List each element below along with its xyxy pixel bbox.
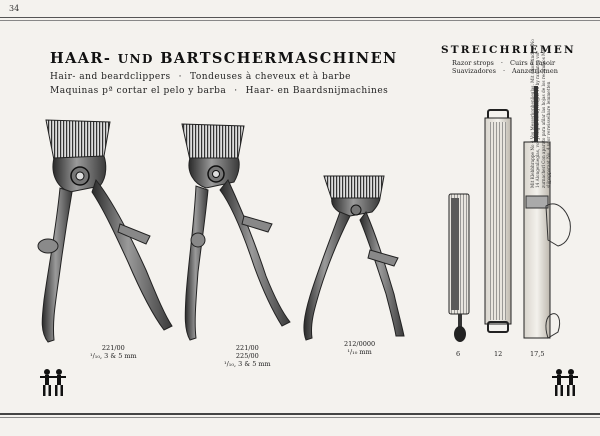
strop-3-description: Mit Klebbhrappe No 4 Vos Messerkonhenlieglas. Mit Aitoroundem No 14 Alongenlieglas, vor Jrongen Seenyvielgrn 16 by ramoneg vol zurnacherl Con aparato para afilar las hojas de los recambios Met slijpapparaat No. 4 voor verwisselbare lemmetten bbox=[530, 39, 552, 188]
clipper-1-label: 221/00 ¹/₁₀, 3 & 5 mm bbox=[90, 344, 137, 360]
strops-title: STREICHRIEMEN bbox=[441, 44, 576, 56]
subtitle-line-2: Maquinas pª cortar el pelo y barba · Haar- en Baardsnijmachines bbox=[50, 86, 389, 96]
strops-sub-2: Suavizadores · Aanzetriemen bbox=[452, 67, 558, 75]
bottom-rule-thin bbox=[0, 417, 600, 418]
clipper-2-label: 221/00 225/00 ¹/₁₀, 3 & 5 mm bbox=[224, 344, 271, 368]
strop-1-label: 6 bbox=[456, 350, 461, 358]
strop-2-image bbox=[485, 110, 511, 332]
strop-1-image bbox=[449, 194, 469, 342]
page-number: 34 bbox=[9, 4, 20, 13]
clipper-1-image bbox=[38, 120, 172, 342]
twin-figures-logo bbox=[38, 368, 68, 398]
clipper-3-label: 212/0000 ¹/₁₀ mm bbox=[344, 340, 376, 356]
twin-figures-logo-right bbox=[550, 368, 580, 398]
strops-sub-1: Razor strops · Cuirs à rasoir bbox=[452, 59, 556, 67]
clipper-2-image bbox=[182, 124, 290, 340]
strop-2-label: 12 bbox=[494, 350, 503, 358]
strop-3-label: 17,5 bbox=[530, 350, 545, 358]
subtitle-line-1: Hair- and beardclippers · Tondeuses à cheveux et à barbe bbox=[50, 72, 351, 82]
clipper-3-image bbox=[304, 176, 404, 340]
bottom-rule bbox=[0, 413, 600, 415]
main-title: HAAR- UND BARTSCHERMASCHINEN bbox=[50, 50, 398, 67]
